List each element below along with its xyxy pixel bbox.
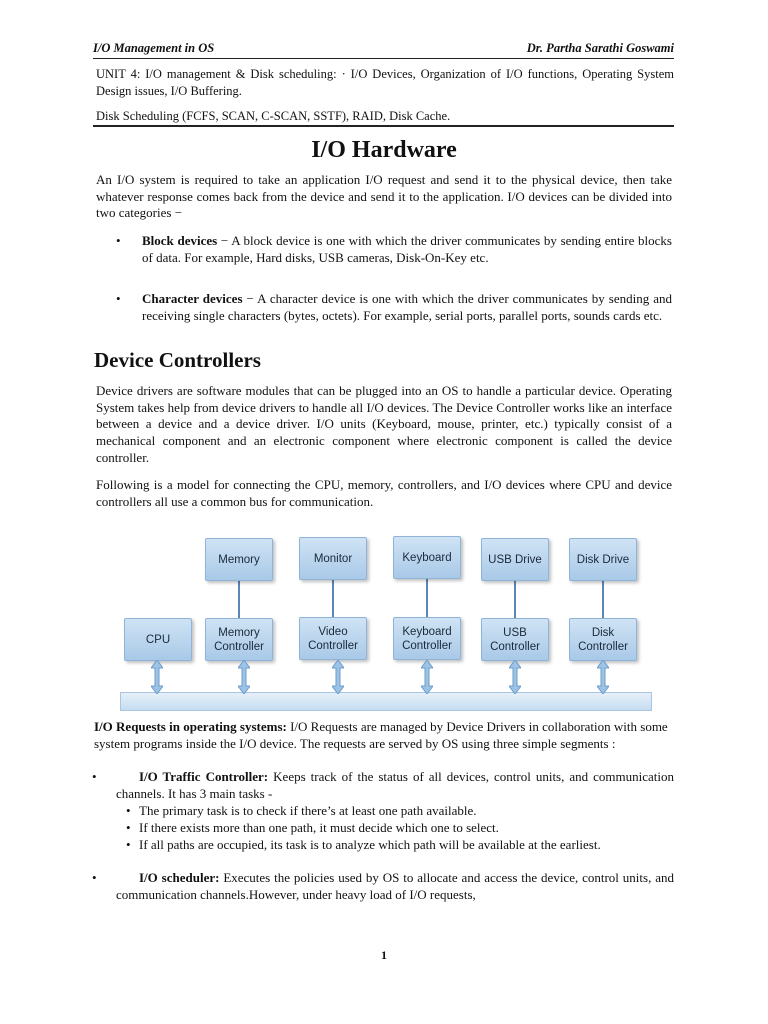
traffic-task [126,803,674,820]
device-monitor: Monitor [299,537,367,580]
connector-line [514,579,516,619]
io-requests-label: I/O Requests in operating systems: [94,719,287,734]
usb-controller: USB Controller [481,618,549,661]
connector-line [332,579,334,619]
memory-controller: Memory Controller [205,618,273,661]
traffic-controller-item [92,769,674,802]
device-memory: Memory [205,538,273,581]
keyboard-controller: Keyboard Controller [393,617,461,660]
double-arrow-icon [238,660,250,694]
task-text: If there exists more than one path, it must decide which one to select. [139,820,499,835]
video-controller: Video Controller [299,617,367,660]
bullet-text: − A character device is one with which the driver communicates by sending and receiving single characters (bytes, octets). For example, serial ports, parallel ports, sounds cards etc. [142,291,672,323]
disk-controller: Disk Controller [569,618,637,661]
traffic-label: I/O Traffic Controller: [139,769,269,784]
connector-line [426,579,428,619]
scheduler-label: I/O scheduler: [139,870,220,885]
bullet-icon: • [116,291,121,306]
bullet-icon: • [92,769,97,784]
model-paragraph: Following is a model for connecting the CPU, memory, controllers, and I/O devices where CPU and device controllers all use a common bus for communication. [96,477,672,509]
traffic-text: Keeps track of the status of all devices, control units, and communication channels. It has 3 main tasks - [116,769,675,801]
cpu-box: CPU [124,618,192,661]
double-arrow-icon [509,660,521,694]
traffic-task [126,820,674,837]
connector-line [602,579,604,619]
header-right: Dr. Partha Sarathi Goswami [526,41,674,55]
unit-line-2: Disk Scheduling (FCFS, SCAN, C-SCAN, SSTF), RAID, Disk Cache. [96,109,451,123]
bullet-text: − A block device is one with which the driver communicates by sending entire blocks of data. For example, Hard disks, USB cameras, Disk-On-Key etc. [142,233,672,265]
io-scheduler-item [92,870,674,903]
page-title: I/O Hardware [311,137,457,163]
bullet-icon: • [126,803,131,818]
double-arrow-icon [421,660,433,694]
bullet-character-devices [116,291,672,324]
bullet-block-devices [116,233,672,266]
bullet-icon: • [126,820,131,835]
device-keyboard: Keyboard [393,536,461,579]
device-disk-drive: Disk Drive [569,538,637,581]
bullet-icon: • [92,870,97,885]
double-arrow-icon [151,660,163,694]
io-requests-paragraph [94,719,674,752]
controllers-paragraph: Device drivers are software modules that can be plugged into an OS to handle a particular device. Operating System takes help from device drivers to handle all I/O devices. The Device Controller works like an interface between a device and a device driver. I/O units (Keyboard, mouse, printer, etc.) typically consist of a mechanical component and an electronic component where electronic component is called the device controller. [96,383,672,465]
system-bus [120,692,652,711]
bullet-term: Character devices [142,291,243,306]
unit-line: UNIT 4: I/O management & Disk scheduling: · I/O Devices, Organization of I/O functions, Operating System Design issues, I/O Buffering. [96,67,674,98]
device-usb-drive: USB Drive [481,538,549,581]
bullet-term: Block devices [142,233,218,248]
double-arrow-icon [332,660,344,694]
task-text: The primary task is to check if there’s at least one path available. [139,803,477,818]
section-heading: Device Controllers [94,348,261,372]
bus-diagram [116,530,652,716]
scheduler-text: Executes the policies used by OS to allocate and access the device, control units, and communication channels.However, under heavy load of I/O requests, [116,870,674,902]
task-text: If all paths are occupied, its task is to analyze which path will be available at the earliest. [139,837,601,852]
header-left: I/O Management in OS [93,41,215,55]
running-header [93,40,674,59]
bullet-icon: • [116,233,121,248]
io-requests-text: I/O Requests are managed by Device Drivers in collaboration with some system programs inside the I/O device. The requests are served by OS using three simple segments : [94,719,668,751]
header-rule [93,125,674,127]
connector-line [238,579,240,619]
page-number: 1 [381,948,387,962]
bullet-icon: • [126,837,131,852]
double-arrow-icon [597,660,609,694]
intro-paragraph: An I/O system is required to take an application I/O request and send it to the physical device, then take whatever response comes back from the device and send it to the application. I/O devices can be divided into two categories − [96,172,672,221]
traffic-task [126,837,674,854]
